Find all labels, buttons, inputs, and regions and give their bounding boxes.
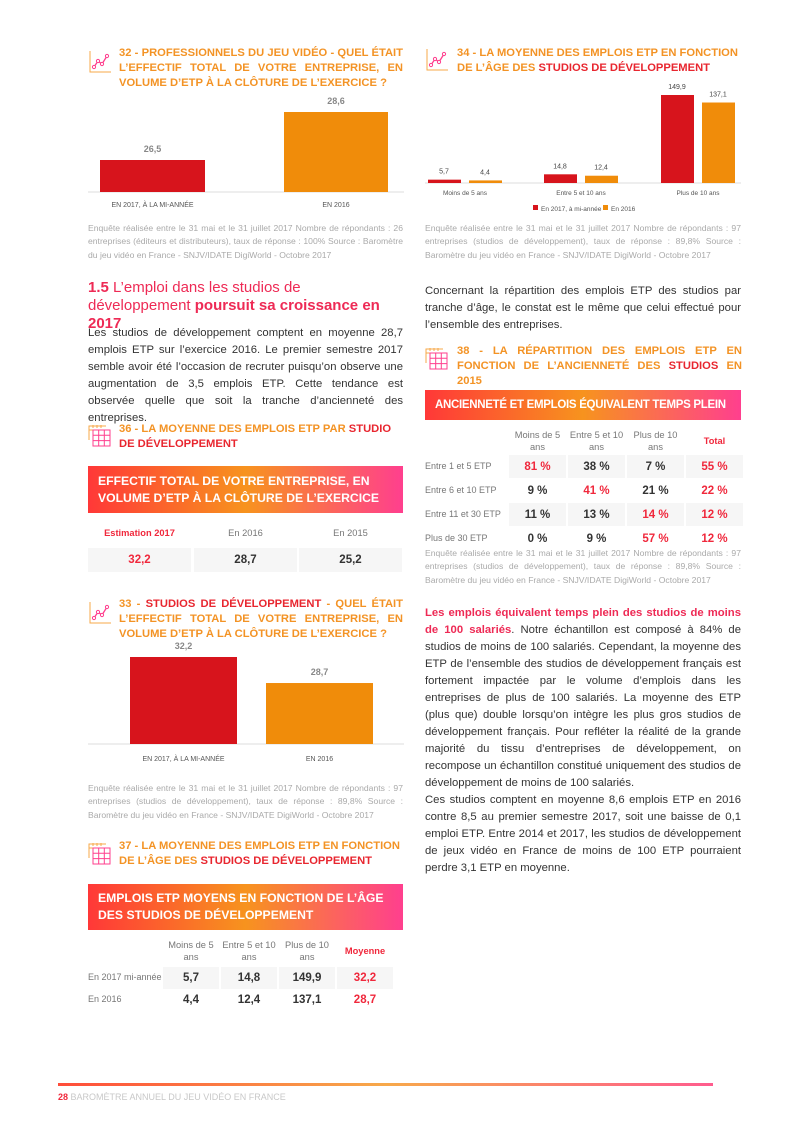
- row-label: Plus de 30 ETP: [425, 532, 488, 543]
- figure-37-banner: EMPLOIS ETP MOYENS EN FONCTION DE L’ÂGE DES STUDIOS DE DÉVELOPPEMENT: [88, 884, 403, 930]
- row-label: Entre 11 et 30 ETP: [425, 508, 501, 519]
- figure-38-banner: ANCIENNETÉ ET EMPLOIS ÉQUIVALENT TEMPS PLEIN: [425, 390, 741, 420]
- figure-33-title: 33 - STUDIOS DE DÉVELOPPEMENT - QUEL ÉTAIT L’EFFECTIF TOTAL DE VOTRE ENTREPRISE, EN VOLUME D’ETP À LA CLÔTURE DE L’EXERCICE ?: [119, 598, 403, 640]
- data-label: 28,7: [310, 667, 329, 678]
- legend-label: En 2017, à mi-année: [541, 206, 602, 213]
- value-cell: 0 %: [527, 532, 548, 545]
- col-header: Estimation 2017: [104, 528, 175, 538]
- figure-38-title: 38 - LA RÉPARTITION DES EMPLOIS ETP EN FONCTION DE L’ANCIENNETÉ DES STUDIOS EN 2015: [457, 345, 742, 387]
- section-paragraph: Les studios de développement comptent en moyenne 28,7 emplois ETP sur l’exercice 2016. Le premier semestre 2017 semble avoir été l’occasion de recruter puisqu’on observe une augmentation de 3,5 emplois ETP. Cette tendance est observée quelle que soit la tranche d’ancienneté des entreprises.: [88, 327, 403, 424]
- row-label: Entre 1 et 5 ETP: [425, 460, 492, 471]
- figure-32-caption: Enquête réalisée entre le 31 mai et le 31 juillet 2017 Nombre de répondants : 26 entreprises (éditeurs et distributeurs), taux de réponse : 100% Source : Baromètre du jeu vidéo en France - SNJV/IDATE DigiWorld - Octobre 2017: [88, 223, 403, 260]
- col-header: Entre 5 et 10 ans: [569, 430, 624, 452]
- value-cell: 32,2: [88, 548, 191, 572]
- figure-32-title: 32 - PROFESSIONNELS DU JEU VIDÉO - QUEL ÉTAIT L’EFFECTIF TOTAL DE VOTRE ENTREPRISE, EN VOLUME D’ETP À LA CLÔTURE DE L’EXERCICE ?: [119, 47, 403, 89]
- col-header: En 2015: [333, 528, 368, 538]
- bar: [702, 103, 735, 183]
- value-cell: 5,7: [163, 967, 219, 989]
- bar: [428, 180, 461, 183]
- category-label: Moins de 5 ans: [442, 190, 488, 197]
- value-cell: 38 %: [568, 455, 625, 478]
- value-cell: 32,2: [337, 967, 393, 989]
- value-cell: 81 %: [509, 455, 566, 478]
- value-cell: 25,2: [299, 548, 402, 572]
- figure-37-title: 37 - LA MOYENNE DES EMPLOIS ETP EN FONCTION DE L’ÂGE DES STUDIOS DE DÉVELOPPEMENT: [119, 840, 400, 867]
- bar: [469, 180, 502, 183]
- value-cell: 12 %: [701, 532, 728, 545]
- value-cell: 11 %: [509, 503, 566, 526]
- value-cell: 55 %: [686, 455, 743, 478]
- category-label: EN 2017, À LA MI-ANNÉE: [142, 756, 225, 763]
- category-label: Plus de 10 ans: [676, 190, 720, 197]
- value-cell: 137,1: [292, 994, 322, 1006]
- legend-swatch: [603, 205, 608, 210]
- data-label: 149,9: [668, 84, 686, 91]
- value-cell: 41 %: [583, 484, 610, 497]
- col-header: En 2016: [228, 528, 263, 538]
- data-label: 5,7: [439, 168, 449, 176]
- paragraph: Les emplois équivalent temps plein des studios de moins de 100 salariés. Notre échantillon est composé à 84% de studios de moins de 100 salariés. Cependant, la moyenne des ETP de l’ensemble des studios de développement français est fortement impactée par le volume d’emplois dans les entreprises de plus de 100 salariés. La moyenne des ETP (plus que) double lorsqu’on intègre les plus gros studios de développement français. Pour refléter la réalité de la grande majorité du tissu d’entreprises de développement, on recompose un échantillon constitué uniquement des studios de développement de moins de 100 salariés.: [425, 607, 741, 789]
- data-label: 12,4: [594, 164, 608, 172]
- line-chart-icon: [425, 48, 449, 72]
- category-label: EN 2017, À LA MI-ANNÉE: [111, 202, 194, 209]
- col-header: Moyenne: [344, 946, 386, 956]
- row-label: En 2017 mi-année: [88, 972, 162, 982]
- bar: [544, 174, 577, 183]
- paragraph: Ces studios comptent en moyenne 8,6 emplois ETP en 2016 contre 8,5 au premier semestre 2017, soit une baisse de 0,1 emploi ETP. Entre 2014 et 2017, les studios de développement de jeux vidéo en France de moins de 100 ETP pourraient perdre 3,1 ETP en moyenne.: [425, 794, 741, 874]
- value-cell: 7 %: [627, 455, 684, 478]
- value-cell: 13 %: [568, 503, 625, 526]
- value-cell: 4,4: [183, 994, 199, 1006]
- chart-34: [425, 80, 741, 220]
- category-label: Entre 5 et 10 ans: [556, 190, 606, 197]
- value-cell: 28,7: [353, 994, 377, 1006]
- data-label: 4,4: [480, 169, 490, 177]
- value-cell: 14,8: [221, 967, 277, 989]
- value-cell: 12 %: [686, 503, 743, 526]
- table-icon: [425, 347, 449, 371]
- value-cell: 9 %: [586, 532, 607, 545]
- col-header: Entre 5 et 10 ans: [222, 940, 276, 962]
- footer-rule: [58, 1083, 713, 1086]
- legend-swatch: [533, 205, 538, 210]
- line-chart-icon: [88, 601, 112, 625]
- data-label: 32,2: [174, 641, 193, 651]
- bar: [100, 160, 205, 192]
- value-cell: 9 %: [527, 484, 548, 497]
- value-cell: 22 %: [701, 484, 728, 497]
- bar: [661, 95, 694, 183]
- figure-38-caption: Enquête réalisée entre le 31 mai et le 31 juillet 2017 Nombre de répondants : 97 entreprises (studios de développement), taux de réponse : 89,8% Source : Baromètre du jeu vidéo en France - SNJV/IDATE DigiWorld - Octobre 2017: [425, 548, 741, 585]
- col-header: Total: [703, 436, 726, 446]
- value-cell: 149,9: [279, 967, 335, 989]
- data-label: 26,5: [143, 144, 162, 154]
- row-label: Entre 6 et 10 ETP: [425, 484, 497, 495]
- paragraph: Concernant la répartition des emplois ETP des studios par tranche d’âge, le constat est le même que celui effectué pour l’ensemble des entreprises.: [425, 285, 741, 331]
- figure-36-title: 36 - LA MOYENNE DES EMPLOIS ETP PAR STUDIO DE DÉVELOPPEMENT: [119, 423, 392, 450]
- figure-33-caption: Enquête réalisée entre le 31 mai et le 31 juillet 2017 Nombre de répondants : 97 entreprises (studios de développement), taux de réponse : 89,8% Source : Baromètre du jeu vidéo en France - SNJV/IDATE DigiWorld - Octobre 2017: [88, 783, 403, 820]
- bar: [130, 657, 237, 744]
- row-label: En 2016: [88, 994, 122, 1004]
- value-cell: 21 %: [642, 484, 669, 497]
- legend-label: En 2016: [611, 206, 636, 213]
- figure-34-title: 34 - LA MOYENNE DES EMPLOIS ETP EN FONCTION DE L’ÂGE DES STUDIOS DE DÉVELOPPEMENT: [457, 47, 738, 74]
- category-label: EN 2016: [305, 756, 334, 763]
- bar: [266, 683, 373, 744]
- footer: 28 BAROMÈTRE ANNUEL DU JEU VIDÉO EN FRANCE: [58, 1092, 286, 1102]
- data-label: 28,6: [327, 96, 345, 106]
- col-header: Plus de 10 ans: [633, 430, 678, 452]
- table-icon: [88, 842, 112, 866]
- value-cell: 28,7: [194, 548, 297, 572]
- value-cell: 14 %: [627, 503, 684, 526]
- bar: [284, 112, 388, 192]
- figure-34-caption: Enquête réalisée entre le 31 mai et le 31 juillet 2017 Nombre de répondants : 97 entreprises (studios de développement), taux de réponse : 89,8% Source : Baromètre du jeu vidéo en France - SNJV/IDATE DigiWorld - Octobre 2017: [425, 223, 741, 260]
- line-chart-icon: [88, 50, 112, 74]
- chart-32: [88, 92, 404, 212]
- col-header: Plus de 10 ans: [285, 940, 329, 962]
- table-icon: [88, 424, 112, 448]
- bar: [585, 176, 618, 183]
- value-cell: 57 %: [642, 532, 669, 545]
- col-header: Moins de 5 ans: [168, 940, 214, 962]
- data-label: 137,1: [709, 91, 727, 99]
- category-label: EN 2016: [322, 202, 350, 209]
- chart-33: [88, 636, 404, 770]
- col-header: Moins de 5 ans: [514, 430, 561, 452]
- figure-36-banner: EFFECTIF TOTAL DE VOTRE ENTREPRISE, EN VOLUME D’ETP À LA CLÔTURE DE L’EXERCICE: [88, 466, 403, 513]
- section-heading: 1.5 L’emploi dans les studios de développement poursuit sa croissance en 2017: [88, 279, 380, 332]
- value-cell: 12,4: [237, 994, 261, 1006]
- data-label: 14,8: [553, 163, 567, 171]
